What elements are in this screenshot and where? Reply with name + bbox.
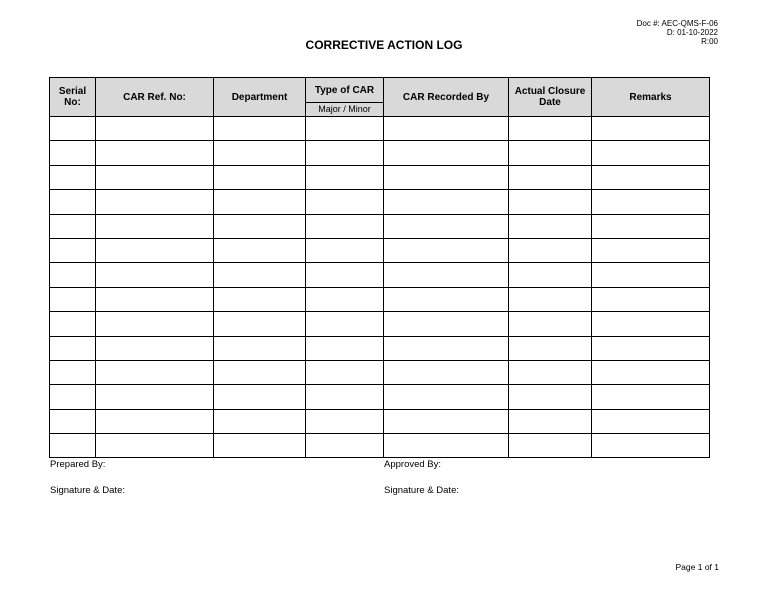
cell-remarks[interactable] [592, 165, 710, 189]
cell-serial-no[interactable] [50, 385, 96, 409]
cell-remarks[interactable] [592, 385, 710, 409]
cell-car-recorded-by[interactable] [384, 385, 509, 409]
cell-serial-no[interactable] [50, 141, 96, 165]
header-department: Department [214, 78, 306, 117]
cell-car-ref-no[interactable] [96, 117, 214, 141]
cell-department[interactable] [214, 312, 306, 336]
table-row [50, 409, 710, 433]
cell-car-recorded-by[interactable] [384, 336, 509, 360]
cell-car-ref-no[interactable] [96, 336, 214, 360]
header-actual-closure-date: Actual Closure Date [509, 78, 592, 117]
cell-department[interactable] [214, 190, 306, 214]
cell-actual-closure-date[interactable] [509, 360, 592, 384]
cell-serial-no[interactable] [50, 190, 96, 214]
cell-remarks[interactable] [592, 409, 710, 433]
cell-actual-closure-date[interactable] [509, 409, 592, 433]
cell-serial-no[interactable] [50, 287, 96, 311]
cell-serial-no[interactable] [50, 336, 96, 360]
cell-car-recorded-by[interactable] [384, 141, 509, 165]
cell-actual-closure-date[interactable] [509, 385, 592, 409]
cell-department[interactable] [214, 263, 306, 287]
cell-actual-closure-date[interactable] [509, 263, 592, 287]
cell-department[interactable] [214, 360, 306, 384]
cell-car-recorded-by[interactable] [384, 238, 509, 262]
header-type-of-car-options: Major / Minor [318, 104, 371, 114]
cell-remarks[interactable] [592, 190, 710, 214]
cell-car-ref-no[interactable] [96, 385, 214, 409]
cell-car-ref-no[interactable] [96, 214, 214, 238]
table-row [50, 190, 710, 214]
cell-type-of-car[interactable] [306, 214, 384, 238]
cell-type-of-car[interactable] [306, 385, 384, 409]
cell-serial-no[interactable] [50, 434, 96, 458]
approved-by-label: Approved By: [384, 459, 442, 470]
header-car-recorded-by: CAR Recorded By [384, 78, 509, 117]
cell-serial-no[interactable] [50, 117, 96, 141]
header-type-of-car [306, 78, 384, 117]
header-remarks: Remarks [592, 78, 710, 117]
cell-remarks[interactable] [592, 360, 710, 384]
cell-department[interactable] [214, 336, 306, 360]
prepared-by-label: Prepared By: [50, 459, 106, 470]
cell-car-ref-no[interactable] [96, 238, 214, 262]
cell-department[interactable] [214, 434, 306, 458]
cell-department[interactable] [214, 165, 306, 189]
cell-car-ref-no[interactable] [96, 190, 214, 214]
cell-actual-closure-date[interactable] [509, 312, 592, 336]
table-row [50, 214, 710, 238]
table-row [50, 360, 710, 384]
cell-remarks[interactable] [592, 117, 710, 141]
cell-remarks[interactable] [592, 214, 710, 238]
cell-type-of-car[interactable] [306, 165, 384, 189]
doc-number: Doc #: AEC-QMS-F-06 [636, 19, 718, 28]
cell-car-ref-no[interactable] [96, 312, 214, 336]
cell-actual-closure-date[interactable] [509, 214, 592, 238]
cell-actual-closure-date[interactable] [509, 287, 592, 311]
cell-car-ref-no[interactable] [96, 409, 214, 433]
table-body [50, 117, 710, 458]
cell-car-recorded-by[interactable] [384, 434, 509, 458]
table-row [50, 263, 710, 287]
cell-actual-closure-date[interactable] [509, 190, 592, 214]
cell-type-of-car[interactable] [306, 336, 384, 360]
cell-serial-no[interactable] [50, 165, 96, 189]
table-row [50, 312, 710, 336]
cell-car-recorded-by[interactable] [384, 409, 509, 433]
header-serial-no: Serial No: [50, 78, 96, 117]
table-row [50, 238, 710, 262]
cell-car-ref-no[interactable] [96, 287, 214, 311]
corrective-action-table [49, 77, 710, 458]
cell-department[interactable] [214, 385, 306, 409]
cell-department[interactable] [214, 287, 306, 311]
cell-department[interactable] [214, 117, 306, 141]
cell-actual-closure-date[interactable] [509, 141, 592, 165]
cell-remarks[interactable] [592, 434, 710, 458]
cell-remarks[interactable] [592, 336, 710, 360]
table-row [50, 141, 710, 165]
table-row [50, 165, 710, 189]
header-type-of-car-label: Type of CAR [306, 78, 383, 103]
cell-remarks[interactable] [592, 238, 710, 262]
cell-car-recorded-by[interactable] [384, 263, 509, 287]
cell-car-recorded-by[interactable] [384, 287, 509, 311]
cell-remarks[interactable] [592, 141, 710, 165]
cell-serial-no[interactable] [50, 238, 96, 262]
cell-car-ref-no[interactable] [96, 165, 214, 189]
table-row [50, 385, 710, 409]
cell-type-of-car[interactable] [306, 141, 384, 165]
cell-serial-no[interactable] [50, 214, 96, 238]
cell-type-of-car[interactable] [306, 238, 384, 262]
cell-department[interactable] [214, 214, 306, 238]
table-row [50, 287, 710, 311]
cell-type-of-car[interactable] [306, 190, 384, 214]
doc-revision: R:00 [701, 37, 718, 46]
cell-car-ref-no[interactable] [96, 263, 214, 287]
cell-type-of-car[interactable] [306, 287, 384, 311]
cell-serial-no[interactable] [50, 312, 96, 336]
cell-type-of-car[interactable] [306, 434, 384, 458]
cell-serial-no[interactable] [50, 360, 96, 384]
table-row [50, 336, 710, 360]
table-row [50, 117, 710, 141]
cell-car-recorded-by[interactable] [384, 190, 509, 214]
cell-department[interactable] [214, 238, 306, 262]
header-car-ref-no: CAR Ref. No: [96, 78, 214, 117]
cell-actual-closure-date[interactable] [509, 238, 592, 262]
cell-type-of-car[interactable] [306, 360, 384, 384]
cell-actual-closure-date[interactable] [509, 117, 592, 141]
cell-actual-closure-date[interactable] [509, 336, 592, 360]
prepared-signature-date-label: Signature & Date: [50, 485, 125, 496]
page-number: Page 1 of 1 [675, 562, 719, 572]
table-header-row [50, 78, 710, 117]
cell-actual-closure-date[interactable] [509, 165, 592, 189]
cell-car-recorded-by[interactable] [384, 214, 509, 238]
cell-car-ref-no[interactable] [96, 360, 214, 384]
cell-type-of-car[interactable] [306, 263, 384, 287]
cell-remarks[interactable] [592, 263, 710, 287]
approved-signature-date-label: Signature & Date: [384, 485, 459, 496]
cell-car-ref-no[interactable] [96, 141, 214, 165]
table-row [50, 434, 710, 458]
cell-car-recorded-by[interactable] [384, 360, 509, 384]
cell-remarks[interactable] [592, 287, 710, 311]
cell-type-of-car[interactable] [306, 117, 384, 141]
cell-serial-no[interactable] [50, 263, 96, 287]
cell-remarks[interactable] [592, 312, 710, 336]
cell-car-recorded-by[interactable] [384, 312, 509, 336]
cell-type-of-car[interactable] [306, 312, 384, 336]
cell-car-recorded-by[interactable] [384, 117, 509, 141]
cell-actual-closure-date[interactable] [509, 434, 592, 458]
doc-date: D: 01-10-2022 [666, 28, 718, 37]
cell-car-recorded-by[interactable] [384, 165, 509, 189]
cell-type-of-car[interactable] [306, 409, 384, 433]
cell-serial-no[interactable] [50, 409, 96, 433]
cell-department[interactable] [214, 409, 306, 433]
cell-car-ref-no[interactable] [96, 434, 214, 458]
page-title: CORRECTIVE ACTION LOG [305, 38, 463, 52]
cell-department[interactable] [214, 141, 306, 165]
